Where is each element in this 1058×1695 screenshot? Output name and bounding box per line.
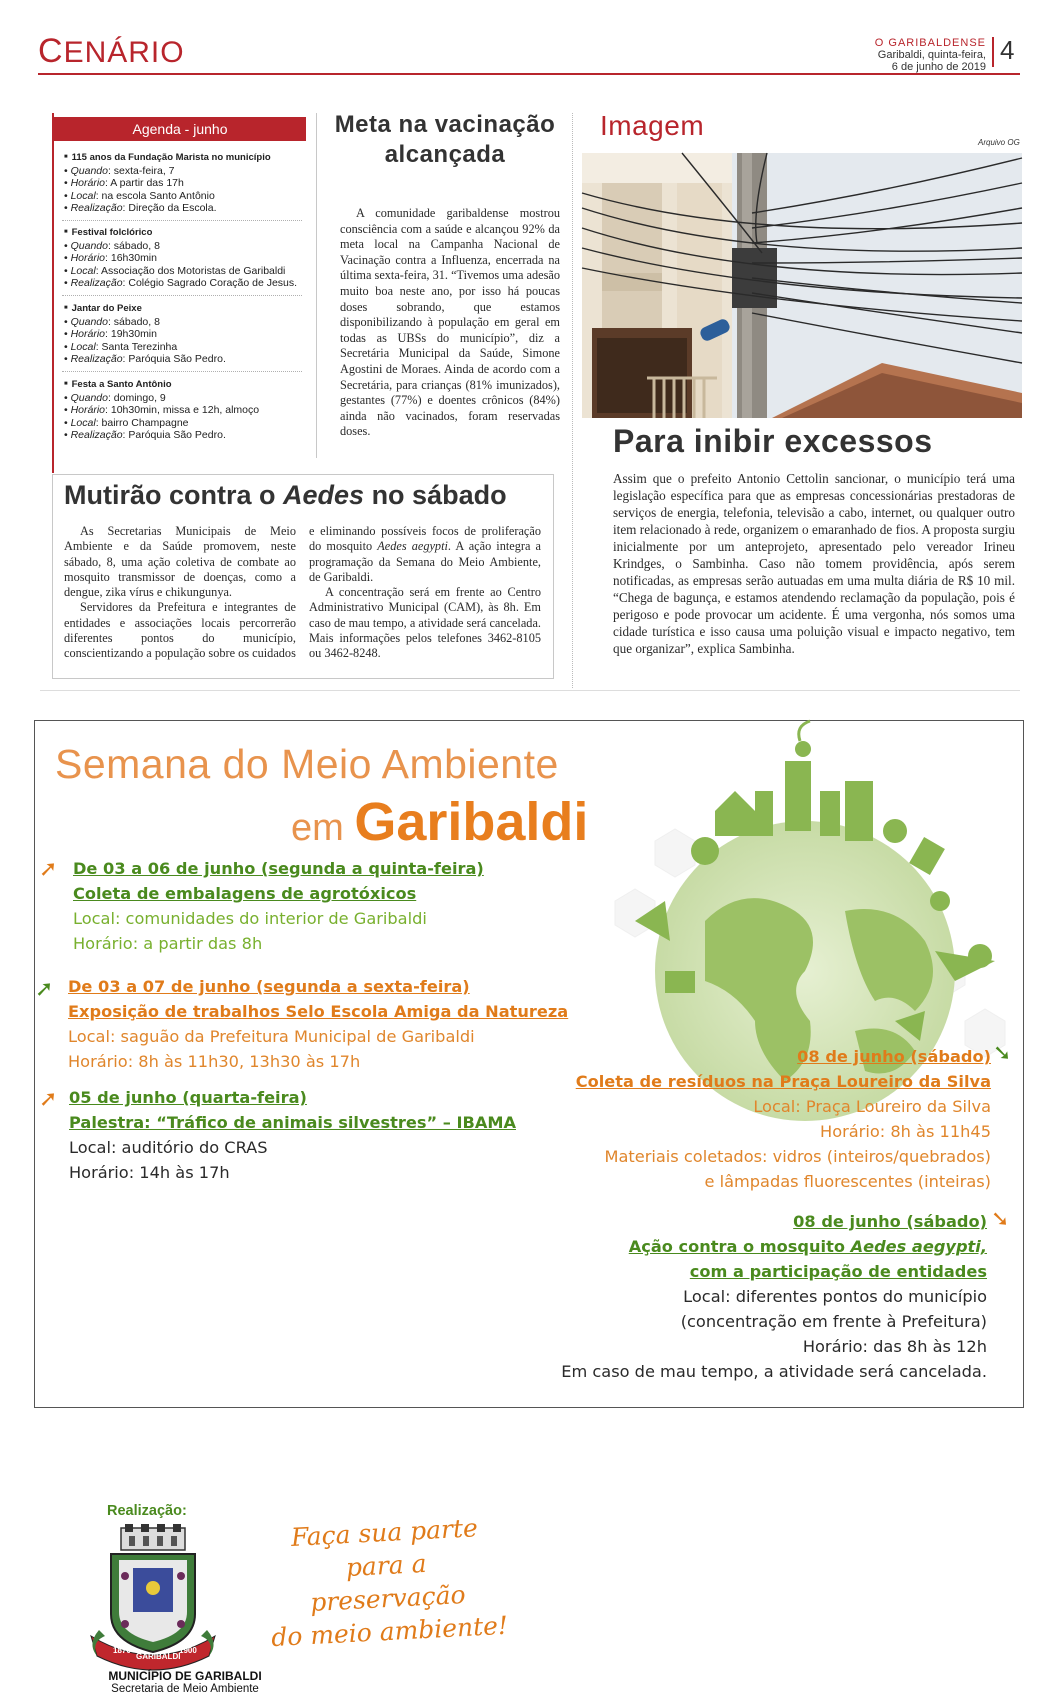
arrow-icon: ➚ (35, 977, 54, 1002)
seal-year-right: 1900 (179, 1646, 197, 1655)
arrow-icon: ➚ (39, 857, 58, 882)
excessos-body: Assim que o prefeito Antonio Cettolin sancionar, o município terá uma legislação específica para que as empresas concessionárias prestadoras de serviços de energia, telefonia, televisão a cabo, internet, ou qualquer outro item relacionado à rede, organizem o emaranhado de fios. A proposta surgiu inicialmente por um anteprojeto, apresentado pelo vereador Irineu Krindges, o Sambinha. Caso não tomem providência, após serem notificadas, as empresas serão autuadas em uma multa diária de R$ 10 mil. “Chega de bagunça, e estamos atendendo reclamação da população, pois é perigoso e pode provocar um acidente. É uma vergonha, nós somos uma cidade turística e isso causa uma poluição visual e impacto negativo, tem que organizar”, explica Sambinha. (613, 471, 1015, 656)
mutirao-column-1: As Secretarias Municipais de Meio Ambiente e da Saúde promovem, neste sábado, 8, uma ação coletiva de combate ao mosquito transmissor de doenças, como a dengue, zika vírus e chikungunya. Servidores da Prefeitura e integrantes de entidades e associações locais percorrerão diferentes pontos do município, conscientizando a população sobre os cuidados (64, 524, 296, 661)
header-rule (38, 73, 1020, 75)
mutirao-column-2: e eliminando possíveis focos de proliferação do mosquito Aedes aegypti. A ação integra a programação da Semana do Meio Ambiente, de Garibaldi. A concentração será em frente ao Centro Administrativo Municipal (CAM), às 8h. Em caso de mau tempo, a atividade será cancelada. Mais informações pelos telefones 3462-8105 ou 3462-8248. (309, 524, 541, 661)
excessos-headline: Para inibir excessos (613, 423, 933, 459)
municipal-coat-of-arms-icon (83, 1524, 223, 1669)
bottom-rule (40, 690, 1020, 691)
slogan: Faça sua parte para a preservação do meio ambiente! (270, 1513, 509, 1653)
realizacao-label: Realização: (107, 1503, 187, 1519)
page-number-separator (992, 37, 994, 67)
environment-week-ad (34, 720, 1024, 1695)
imagem-title: Imagem (600, 110, 705, 141)
column-divider-dotted (572, 113, 573, 688)
section-title: CENÁRIO (38, 32, 185, 70)
agenda-item: ■ Festival folclórico • Quando: sábado, 8 • Horário: 16h30min • Local: Associação dos Motoristas de Garibaldi • Realização: Colégio Sagrado Coração de Jesus. (64, 226, 304, 290)
event-1: De 03 a 06 de junho (segunda a quinta-feira) Coleta de embalagens de agrotóxicos Local: comunidades do interior de Garibaldi Horário: a partir das 8h (73, 859, 484, 953)
utility-pole-photo (582, 153, 1022, 418)
column-divider (316, 113, 317, 458)
agenda-title: Agenda - junho (54, 117, 306, 141)
seal-year-left: 1870 (113, 1646, 131, 1655)
event-4: 08 de junho (sábado) Coleta de resíduos na Praça Loureiro da Silva Local: Praça Loureiro da Silva Horário: 8h às 11h45 Materiais coletados: vidros (inteiros/quebrados) e lâmpadas fluorescentes (inteiras) (575, 1047, 991, 1191)
paper-name: O GARIBALDENSE (874, 37, 986, 49)
ad-title-line2: em Garibaldi (291, 792, 589, 852)
agenda-item: ■ Jantar do Peixe • Quando: sábado, 8 • Horário: 19h30min • Local: Santa Terezinha • Realização: Paróquia São Pedro. (64, 302, 304, 366)
agenda-item: ■ Festa a Santo Antônio • Quando: domingo, 9 • Horário: 10h30min, missa e 12h, almoço • Local: bairro Champagne • Realização: Paróquia São Pedro. (64, 378, 304, 442)
event-3: 05 de junho (quarta-feira) Palestra: “Tráfico de animais silvestres” – IBAMA Local: auditório do CRAS Horário: 14h às 17h (69, 1088, 516, 1182)
paper-date-line1: Garibaldi, quinta-feira, (877, 49, 986, 61)
mutirao-headline: Mutirão contra o Aedes no sábado (64, 480, 507, 510)
secretaria-label: Secretaria de Meio Ambiente (111, 1683, 259, 1695)
meta-body: A comunidade garibaldense mostrou consciência com a saúde e alcançou 92% da meta local na Campanha Nacional de Vacinação contra a Influenza, encerrada na última sexta-feira, 31. “Tivemos uma adesão muito boa neste ano, por isso há poucas doses sobrando, que estamos disponibilizando à população em geral em todas as UBSs do município”, diz a Secretária Municipal da Saúde, Simone Agostini de Moraes. Ainda de acordo com a Secretária, para crianças (81% imunizados), gestantes (77%) e doentes crônicos (84%) ainda não vacinados, foram reservadas doses. (340, 206, 560, 439)
paper-date-line2: 6 de junho de 2019 (891, 61, 986, 73)
agenda-divider (62, 295, 302, 296)
seal-name: GARIBALDI (136, 1652, 181, 1661)
ad-title-line1: Semana do Meio Ambiente (55, 741, 559, 787)
paper-info (875, 37, 986, 73)
event-5: 08 de junho (sábado) Ação contra o mosquito Aedes aegypti, com a participação de entidades Local: diferentes pontos do município (concentração em frente à Prefeitura) Horário: das 8h às 12h Em caso de mau tempo, a atividade será cancelada. (561, 1212, 987, 1381)
arrow-icon: ➘ (991, 1207, 1010, 1232)
arrow-icon: ➘ (993, 1041, 1012, 1066)
arrow-icon: ➚ (39, 1087, 58, 1112)
event-2: De 03 a 07 de junho (segunda a sexta-feira) Exposição de trabalhos Selo Escola Amiga da Natureza Local: saguão da Prefeitura Municipal de Garibaldi Horário: 8h às 11h30, 13h30 às 17h (68, 977, 569, 1071)
agenda-divider (62, 220, 302, 221)
photo-credit: Arquivo OG (978, 138, 1020, 147)
meta-headline: Meta na vacinação alcançada (334, 111, 556, 168)
agenda-divider (62, 371, 302, 372)
page-number: 4 (1000, 35, 1015, 65)
agenda-item: ■ 115 anos da Fundação Marista no município • Quando: sexta-feira, 7 • Horário: A partir das 17h • Local: na escola Santo Antônio • Realização: Direção da Escola. (64, 151, 304, 215)
agenda-box (52, 113, 304, 473)
municipio-label: MUNICÍPIO DE GARIBALDI (108, 1669, 262, 1683)
